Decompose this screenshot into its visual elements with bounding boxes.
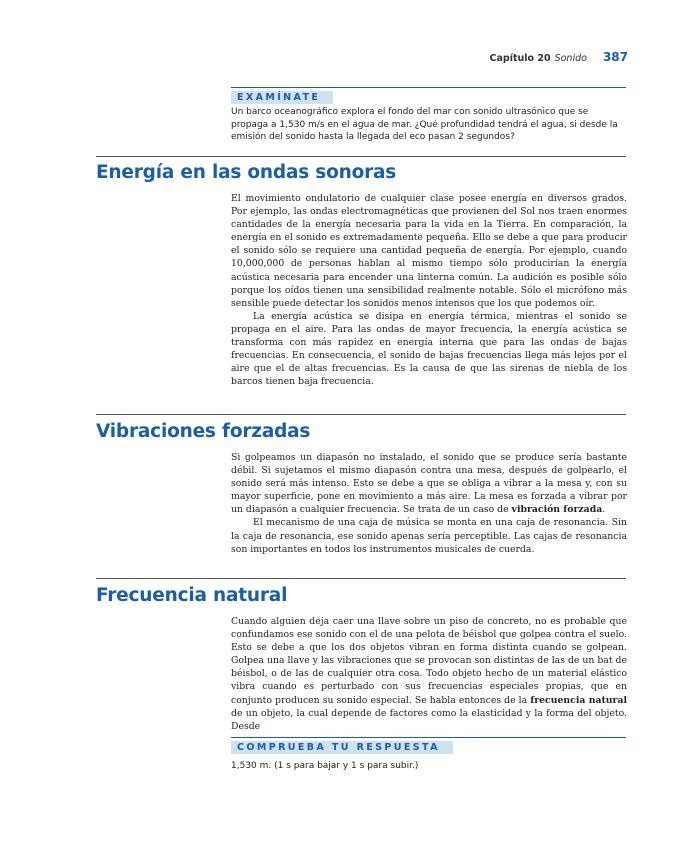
examinate-top-rule [231,87,626,88]
section-divider [96,578,626,579]
section-title-frecuencia: Frecuencia natural [96,585,288,606]
section-body-vibraciones [231,451,627,556]
page-number: 387 [602,50,628,64]
section-divider [96,414,626,415]
examinate-question: Un barco oceanográfico explora el fondo del mar con sonido ultrasónico que se propaga a 1,530 m/s en el agua de mar. ¿Qué profundidad tendrá el agua, si desde la emisión del sonido hasta la llegada del eco pasan 2 segundos? [231,107,618,142]
paragraph: El movimiento ondulatorio de cualquier clase posee energía en diversos grados. Por ejemplo, las ondas electromagnéticas que provienen del Sol nos traen enormes cantidades de la energía necesaria para la vida en la Tierra. En comparación, la energía en el sonido es extremadamente pequeña. Ello se debe a que para producir el sonido sólo se requiere una cantidad pequeña de energía. Por ejemplo, cuando 10,000,000 de personas hablan al mismo tiempo sólo producirían la energía acústica necesaria para encender una linterna común. La audición es posible sólo porque los oídos tienen una sensibilidad realmente notable. Sólo el micrófono más sensible puede detectar los sonidos menos intensos que los que podemos oír. [231,193,627,309]
examinate-label: EXAMÍNATE [231,91,333,104]
section-body-energia [231,192,627,388]
chapter-title: Sonido [554,53,587,64]
paragraph: El mecanismo de una caja de música se monta en una caja de resonancia. Sin la caja de resonancia, ese sonido apenas sería perceptible. Las cajas de resonancia son importantes en todos los instrumentos musicales de cuerda. [231,517,627,555]
running-head [400,50,628,66]
comprueba-label: COMPRUEBA TU RESPUESTA [231,741,453,754]
section-title-energia: Energía en las ondas sonoras [96,162,397,183]
paragraph: Si golpeamos un diapasón no instalado, el sonido que se produce sería bastante débil. Si sujetamos el mismo diapasón contra una mesa, después de golpearlo, el sonido será más intenso. Esto se debe a que se obliga a vibrar a la mesa y, con su mayor superficie, pone en movimiento a más aire. La mesa es forzada a vibrar por un diapasón a cualquier frecuencia. Se trata de un caso de vibración forzada. [231,452,627,516]
paragraph: La energía acústica se disipa en energía térmica, mientras el sonido se propaga en el aire. Para las ondas de mayor frecuencia, la energía acústica se transforma con más rapidez en energía interna que para las ondas de bajas frecuencias. En consecuencia, el sonido de bajas frecuencias llega más lejos por el aire que el de altas frecuencias. Es la causa de que las sirenas de niebla de los barcos tienen baja frecuencia. [231,310,627,388]
term-frecuencia-natural: frecuencia natural [530,694,627,706]
paragraph: Cuando alguien deja caer una llave sobre un piso de concreto, no es probable que confundamos ese sonido con el de una pelota de béisbol que golpea contra el suelo. Esto se debe a que los dos objetos vibran en forma distinta cuando se golpean. Golpea una llave y las vibraciones que se provocan son distintas de las de un bat de béisbol, o de las de cualquier otra cosa. Todo objeto hecho de un material elástico vibra cuando es perturbado con sus frecuencias especiales propias, que en conjunto producen su sonido especial. Se habla entonces de la frecuencia natural de un objeto, la cual depende de factores como la elasticidad y la forma del objeto. Desde [231,616,627,732]
section-title-vibraciones: Vibraciones forzadas [96,421,311,442]
comprueba-answer: 1,530 m. (1 s para bajar y 1 s para subir.) [231,761,419,771]
section-divider [96,156,626,157]
comprueba-top-rule [231,737,626,738]
section-body-frecuencia [231,615,627,733]
chapter-label: Capítulo 20 [489,53,551,64]
term-vibracion-forzada: vibración forzada [511,504,603,516]
